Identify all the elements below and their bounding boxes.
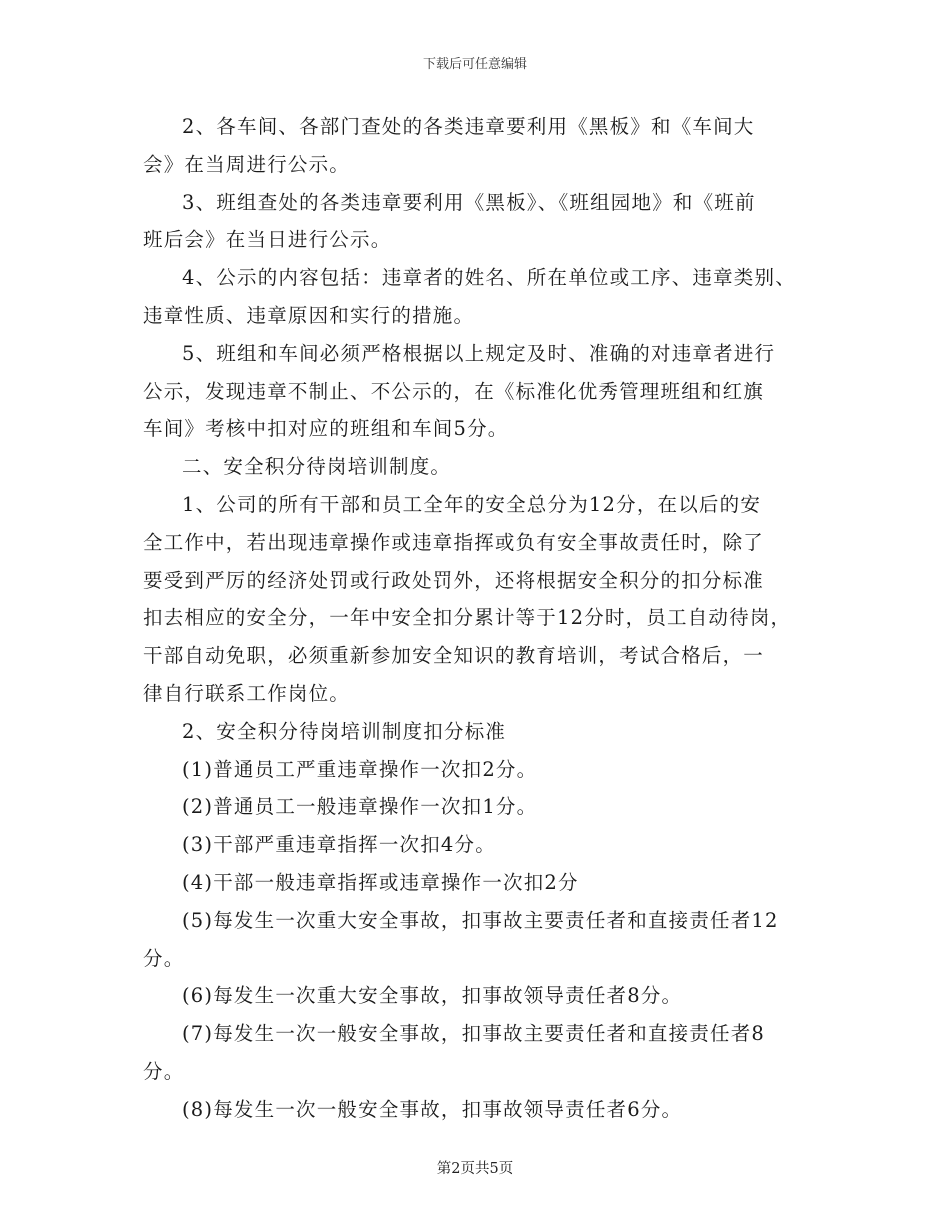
list-item: (1)普通员工严重违章操作一次扣2分。	[182, 757, 538, 781]
paragraph: 5、班组和车间必须严格根据以上规定及时、准确的对违章者进行 公示，发现违章不制止、不公示的，在《标准化优秀管理班组和红旗 车间》考核中扣对应的班组和车间5分。	[143, 341, 776, 441]
list-item: (3)干部严重违章指挥一次扣4分。	[182, 833, 496, 857]
page-header: 下载后可任意编辑	[422, 57, 527, 72]
paragraph: 2、安全积分待岗培训制度扣分标准	[182, 719, 507, 743]
paragraph: 4、公示的内容包括：违章者的姓名、所在单位或工序、违章类别、 违章性质、违章原因和实行的措施。	[143, 266, 796, 327]
paragraph: 2、各车间、各部门查处的各类违章要利用《黑板》和《车间大 会》在当周进行公示。	[143, 115, 755, 176]
page-footer: 第2页共5页	[436, 1161, 514, 1177]
list-item: (5)每发生一次重大安全事故，扣事故主要责任者和直接责任者12 分。	[143, 908, 779, 970]
list-item: (2)普通员工一般违章操作一次扣1分。	[182, 795, 538, 819]
paragraph: 3、班组查处的各类违章要利用《黑板》、《班组园地》和《班前 班后会》在当日进行公示。	[143, 190, 756, 252]
list-item: (7)每发生一次一般安全事故，扣事故主要责任者和直接责任者8 分。	[143, 1022, 766, 1083]
document-body	[143, 108, 828, 1129]
list-item: (4)干部一般违章指挥或违章操作一次扣2分	[182, 870, 579, 894]
list-item: (6)每发生一次重大安全事故，扣事故领导责任者8分。	[182, 984, 683, 1008]
list-item: (8)每发生一次一般安全事故，扣事故领导责任者6分。	[182, 1097, 683, 1121]
paragraph: 1、公司的所有干部和员工全年的安全总分为12分，在以后的安 全工作中，若出现违章操作或违章指挥或负有安全事故责任时，除了 要受到严厉的经济处罚或行政处罚外，还将根据安全积分的扣分标准 扣去相应的安全分，一年中安全扣分累计等于12分时，员工自动待岗， 干部自动免职，必须重新参加安全知识的教育培训，考试合格后，一 律自行联系工作岗位。	[143, 492, 792, 705]
section-heading: 二、安全积分待岗培训制度。	[182, 455, 452, 479]
